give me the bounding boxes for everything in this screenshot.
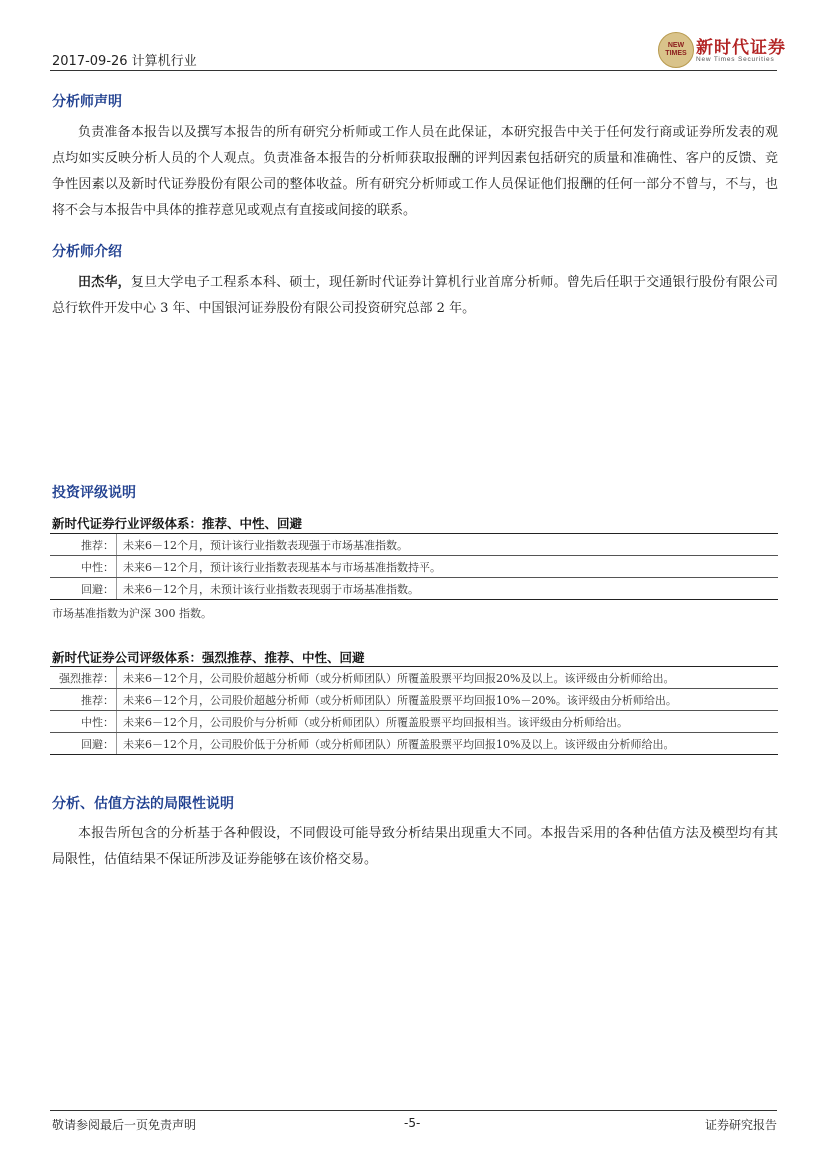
- header-rule: [50, 70, 777, 71]
- analyst-bio: 复旦大学电子工程系本科、硕士，现任新时代证券计算机行业首席分析师。曾先后任职于交通银行股份有限公司总行软件开发中心 3 年、中国银河证券股份有限公司投资研究总部 2 年。: [52, 275, 778, 316]
- footer-rule: [50, 1110, 777, 1111]
- table-row: [50, 711, 778, 733]
- rating-label: 回避：: [81, 582, 114, 596]
- rating-desc: 未来6－12个月，公司股价超越分析师（或分析师团队）所覆盖股票平均回报20%及以上。该评级由分析师给出。: [123, 671, 675, 685]
- rating-desc: 未来6－12个月，未预计该行业指数表现弱于市场基准指数。: [123, 582, 419, 596]
- analyst-statement-text: 负责准备本报告以及撰写本报告的所有研究分析师或工作人员在此保证，本研究报告中关于任何发行商或证券所发表的观点均如实反映分析人员的个人观点。负责准备本报告的分析师获取报酬的评判因素包括研究的质量和准确性、客户的反馈、竞争性因素以及新时代证券股份有限公司的整体收益。所有研究分析师或工作人员保证他们报酬的任何一部分不曾与，不与，也将不会与本报告中具体的推荐意见或观点有直接或间接的联系。: [52, 125, 778, 218]
- company-rating-table: [50, 666, 778, 755]
- logo-badge-top: NEW: [667, 42, 685, 49]
- logo-badge-icon: [658, 32, 694, 68]
- rating-label: 回避：: [81, 737, 114, 751]
- rating-desc: 未来6－12个月，公司股价超越分析师（或分析师团队）所覆盖股票平均回报10%－20%。该评级由分析师给出。: [123, 693, 677, 707]
- rating-label: 推荐：: [81, 538, 114, 552]
- rating-label: 中性：: [81, 715, 114, 729]
- industry-rating-title: 新时代证券行业评级体系：推荐、中性、回避: [52, 516, 303, 531]
- limitations-text: 本报告所包含的分析基于各种假设，不同假设可能导致分析结果出现重大不同。本报告采用的各种估值方法及模型均有其局限性，估值结果不保证所涉及证券能够在该价格交易。: [52, 826, 778, 867]
- rating-label: 推荐：: [81, 693, 114, 707]
- rating-desc: 未来6－12个月，公司股价低于分析师（或分析师团队）所覆盖股票平均回报10%及以上。该评级由分析师给出。: [123, 737, 675, 751]
- header-date-industry: 2017-09-26 计算机行业: [52, 54, 197, 69]
- company-logo: [658, 32, 786, 68]
- table-row: [50, 556, 778, 578]
- company-rating-title: 新时代证券公司评级体系：强烈推荐、推荐、中性、回避: [52, 650, 365, 665]
- table-row: [50, 689, 778, 711]
- benchmark-note: 市场基准指数为沪深 300 指数。: [52, 607, 212, 620]
- rating-desc: 未来6－12个月，预计该行业指数表现基本与市场基准指数持平。: [123, 560, 441, 574]
- logo-name-cn: 新时代证券: [696, 38, 786, 58]
- rating-desc: 未来6－12个月，预计该行业指数表现强于市场基准指数。: [123, 538, 408, 552]
- analyst-intro-title: 分析师介绍: [52, 244, 122, 260]
- table-row: [50, 667, 778, 689]
- logo-badge-bottom: TIMES: [665, 50, 687, 57]
- table-row: [50, 733, 778, 755]
- table-row: [50, 578, 778, 600]
- analyst-name: 田杰华，: [78, 275, 131, 290]
- page-number: -5-: [404, 1116, 421, 1130]
- industry-rating-table: [50, 533, 778, 600]
- rating-label: 中性：: [81, 560, 114, 574]
- footer-disclaimer-link: 敬请参阅最后一页免责声明: [52, 1118, 197, 1132]
- analyst-intro-text: [52, 270, 778, 322]
- rating-desc: 未来6－12个月，公司股价与分析师（或分析师团队）所覆盖股票平均回报相当。该评级由分析师给出。: [123, 715, 628, 729]
- analyst-statement-title: 分析师声明: [52, 94, 122, 110]
- logo-name-en: New Times Securities: [696, 56, 775, 63]
- table-row: [50, 534, 778, 556]
- rating-title: 投资评级说明: [52, 485, 136, 501]
- limitations-title: 分析、估值方法的局限性说明: [52, 796, 234, 812]
- rating-label: 强烈推荐：: [59, 671, 114, 685]
- footer-report-type: 证券研究报告: [704, 1118, 777, 1132]
